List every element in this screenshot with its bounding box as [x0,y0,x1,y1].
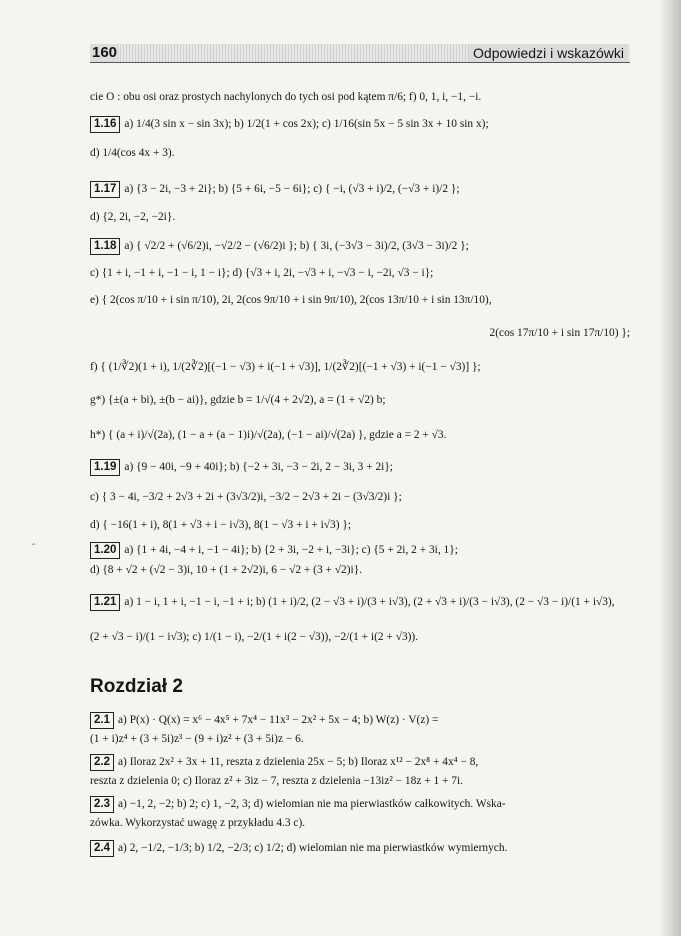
exercise-label: 1.21 [90,594,120,611]
answer-line: 2.2 a) Iloraz 2x² + 3x + 11, reszta z dzielenia 25x − 5; b) Iloraz x¹² − 2x⁸ + 4x⁴ − 8, [90,754,630,771]
page-number: 160 [92,44,118,61]
answer-line: (1 + i)z⁴ + (3 + 5i)z³ − (9 + i)z² + (3 + 5i)z − 6. [90,733,304,745]
answer-line: 1.21 a) 1 − i, 1 + i, −1 − i, −1 + i; b) (1 + i)/2, (2 − √3 + i)/(3 + i√3), (2 + √3 + i)/(3 − i√3), (2 − √3 − i)/(1 + i√3), [90,594,630,611]
answer-line: f) { (1/∛2)(1 + i), 1/(2∛2)[(−1 − √3) + i(−1 + √3)], 1/(2∛2)[(−1 + √3) + i(−1 − √3)] }; [90,361,481,373]
scan-mark: ˆ [32,543,36,554]
exercise-label: 2.1 [90,712,114,729]
exercise-label: 1.18 [90,238,120,255]
answer-line: cie O : obu osi oraz prostych nachylonych do tych osi pod kątem π/6; f) 0, 1, i, −1, −i. [90,91,482,103]
answer-line: d) { −16(1 + i), 8(1 + √3 + i − i√3), 8(1 − √3 + i + i√3) }; [90,519,352,531]
exercise-label: 1.16 [90,116,120,133]
exercise-label: 2.2 [90,754,114,771]
exercise-label: 2.4 [90,840,114,857]
exercise-label: 1.19 [90,459,120,476]
exercise-label: 2.3 [90,796,114,813]
answer-line: 2.4 a) 2, −1/2, −1/3; b) 1/2, −2/3; c) 1/2; d) wielomian nie ma pierwiastków wymiernych. [90,840,630,857]
answer-line: e) { 2(cos π/10 + i sin π/10), 2i, 2(cos 9π/10 + i sin 9π/10), 2(cos 13π/10 + i sin 13π/10), [90,294,492,306]
answer-line: 1.19 a) {9 − 40i, −9 + 40i}; b) {−2 + 3i, −3 − 2i, 2 − 3i, 3 + 2i}; [90,459,630,476]
answer-line: reszta z dzielenia 0; c) Iloraz z² + 3iz − 7, reszta z dzielenia −13iz² − 18z + 1 + 7i. [90,775,464,787]
section-title: Odpowiedzi i wskazówki [469,44,628,62]
answer-line: (2 + √3 − i)/(1 − i√3); c) 1/(1 − i), −2/(1 + i(2 − √3)), −2/(1 + i(2 + √3)). [90,631,419,643]
answer-line: c) { 3 − 4i, −3/2 + 2√3 + 2i + (3√3/2)i, −3/2 − 2√3 + 2i − (3√3/2)i }; [90,491,402,503]
answer-line: c) {1 + i, −1 + i, −1 − i, 1 − i}; d) {√3 + i, 2i, −√3 + i, −√3 − i, −2i, √3 − i}; [90,267,434,279]
answer-line: zówka. Wykorzystać uwagę z przykładu 4.3 c). [90,817,306,829]
answer-line: 1.20 a) {1 + 4i, −4 + i, −1 − 4i}; b) {2 + 3i, −2 + i, −3i}; c) {5 + 2i, 2 + 3i, 1}; [90,542,630,559]
chapter-title: Rozdział 2 [90,676,183,697]
answer-line: 1.16 a) 1/4(3 sin x − sin 3x); b) 1/2(1 + cos 2x); c) 1/16(sin 5x − 5 sin 3x + 10 sin x); [90,116,630,133]
answer-line: 1.18 a) { √2/2 + (√6/2)i, −√2/2 − (√6/2)i }; b) { 3i, (−3√3 − 3i)/2, (3√3 − 3i)/2 }; [90,238,630,255]
answer-line: 2(cos 17π/10 + i sin 17π/10) }; [489,327,630,339]
answer-line: 1.17 a) {3 − 2i, −3 + 2i}; b) {5 + 6i, −5 − 6i}; c) { −i, (√3 + i)/2, (−√3 + i)/2 }; [90,181,630,198]
answer-line: h*) { (a + i)/√(2a), (1 − a + (a − 1)i)/√(2a), (−1 − ai)/√(2a) }, gdzie a = 2 + √3. [90,429,447,441]
answer-line: g*) {±(a + bi), ±(b − ai)}, gdzie b = 1/√(4 + 2√2), a = (1 + √2) b; [90,394,386,406]
answer-line: d) 1/4(cos 4x + 3). [90,147,175,159]
answer-line: d) {2, 2i, −2, −2i}. [90,211,176,223]
answer-line: 2.1 a) P(x) · Q(x) = x⁶ − 4x⁵ + 7x⁴ − 11x³ − 2x² + 5x − 4; b) W(z) · V(z) = [90,712,630,729]
page-edge-shadow [659,0,681,936]
answer-line: d) {8 + √2 + (√2 − 3)i, 10 + (1 + 2√2)i, 6 − √2 + (3 + √2)i}. [90,564,363,576]
exercise-label: 1.20 [90,542,120,559]
page-header [90,44,630,63]
exercise-label: 1.17 [90,181,120,198]
answer-line: 2.3 a) −1, 2, −2; b) 2; c) 1, −2, 3; d) wielomian nie ma pierwiastków całkowitych. Wska- [90,796,630,813]
